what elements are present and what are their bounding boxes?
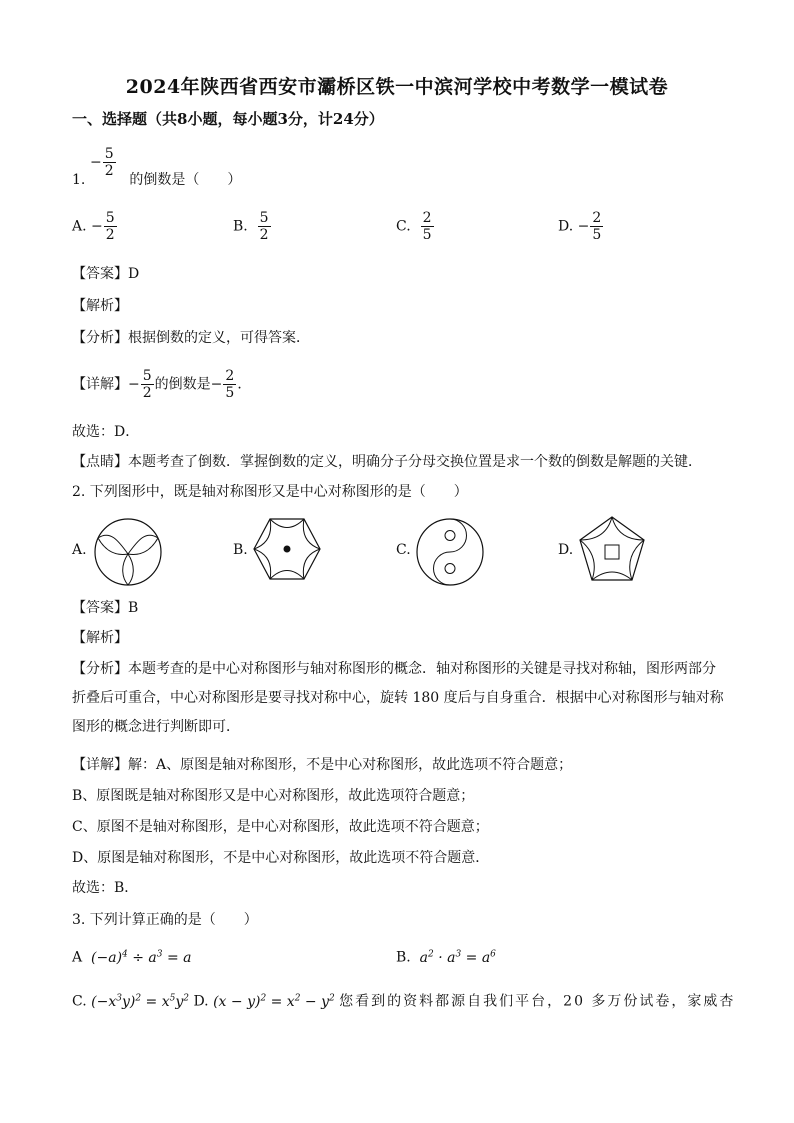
q1-fraction: − $\frac{5}{2}$ xyxy=(90,146,114,179)
q2-label-a: A. xyxy=(72,542,87,558)
q1-guxuan: 故选：D． xyxy=(72,424,140,440)
q2-label-b: B. xyxy=(233,542,248,558)
q2-answer: 【答案】B xyxy=(72,600,139,616)
q3-option-c-d: C. $(-x^3y)^2 = x^5y^2$ D. $(x - y)^2 = x^2 - y^2$ 您看到的资料都源自我们平台，20 多万份试卷，家威杏 xyxy=(72,993,736,1010)
q1-option-b: B. $\frac{5}{2}$ xyxy=(233,210,269,243)
q1-option-d: D. − $\frac{2}{5}$ xyxy=(558,210,602,243)
q2-analysis-label: 【解析】 xyxy=(72,630,128,646)
q2-figure-d xyxy=(576,514,648,586)
q2-guxuan: 故选：B． xyxy=(72,880,139,896)
q3-option-a: A $(-a)^4 \div a^3 = a$ xyxy=(72,949,192,966)
q1-answer: 【答案】D xyxy=(72,266,140,282)
q1-fenxi: 【分析】根据倒数的定义，可得答案． xyxy=(72,330,310,346)
q2-figure-b xyxy=(252,514,322,584)
q2-detail-b: B、原图既是轴对称图形又是中心对称图形，故此选项符合题意； xyxy=(72,788,475,804)
q2-fenxi: 【分析】本题考查的是中心对称图形与轴对称图形的概念．轴对称图形的关键是寻找对称轴，图形两部分折叠后可重合，中心对称图形是要寻找对称中心，旋转 180 度后与自身重合．根据中心对称图形与轴对称图形的概念进行判断即可． xyxy=(72,661,724,735)
q2-detail-a: 【详解】解：A、原图是轴对称图形，不是中心对称图形，故此选项不符合题意； xyxy=(72,757,573,773)
q2-figure-a xyxy=(92,516,164,588)
q2-label-c: C. xyxy=(396,542,411,558)
q3-stem: 3. 下列计算正确的是（ ） xyxy=(72,912,258,928)
q2-figure-c xyxy=(414,516,486,588)
q1-analysis-label: 【解析】 xyxy=(72,298,128,314)
q2-stem: 2. 下列图形中，既是轴对称图形又是中心对称图形的是（ ） xyxy=(72,484,468,500)
q1-option-c: C. $\frac{2}{5}$ xyxy=(396,210,432,243)
q2-label-d: D. xyxy=(558,542,574,558)
q2-detail-d: D、原图是轴对称图形，不是中心对称图形，故此选项不符合题意． xyxy=(72,850,490,866)
q1-stem: 1. 的倒数是（ ） xyxy=(72,172,242,188)
q1-option-a: A. − $\frac{5}{2}$ xyxy=(72,210,115,243)
q2-detail-c: C、原图不是轴对称图形，是中心对称图形，故此选项不符合题意； xyxy=(72,819,489,835)
q1-detail: 【详解】− $\frac{5}{2}$ 的倒数是− $\frac{2}{5}$ ． xyxy=(72,368,252,401)
q3-trailing-text: 您看到的资料都源自我们平台，20 多万份试卷，家威杏 xyxy=(339,993,736,1010)
section-heading: 一、选择题（共8小题，每小题3分，计24分） xyxy=(72,110,384,128)
page-title: 2024年陕西省西安市灞桥区铁一中滨河学校中考数学一模试卷 xyxy=(125,76,669,98)
q3-option-b: B. $a^2 \cdot a^3 = a^6$ xyxy=(396,949,496,966)
q1-dianjing: 【点睛】本题考查了倒数．掌握倒数的定义，明确分子分母交换位置是求一个数的倒数是解题的关键． xyxy=(72,454,702,470)
